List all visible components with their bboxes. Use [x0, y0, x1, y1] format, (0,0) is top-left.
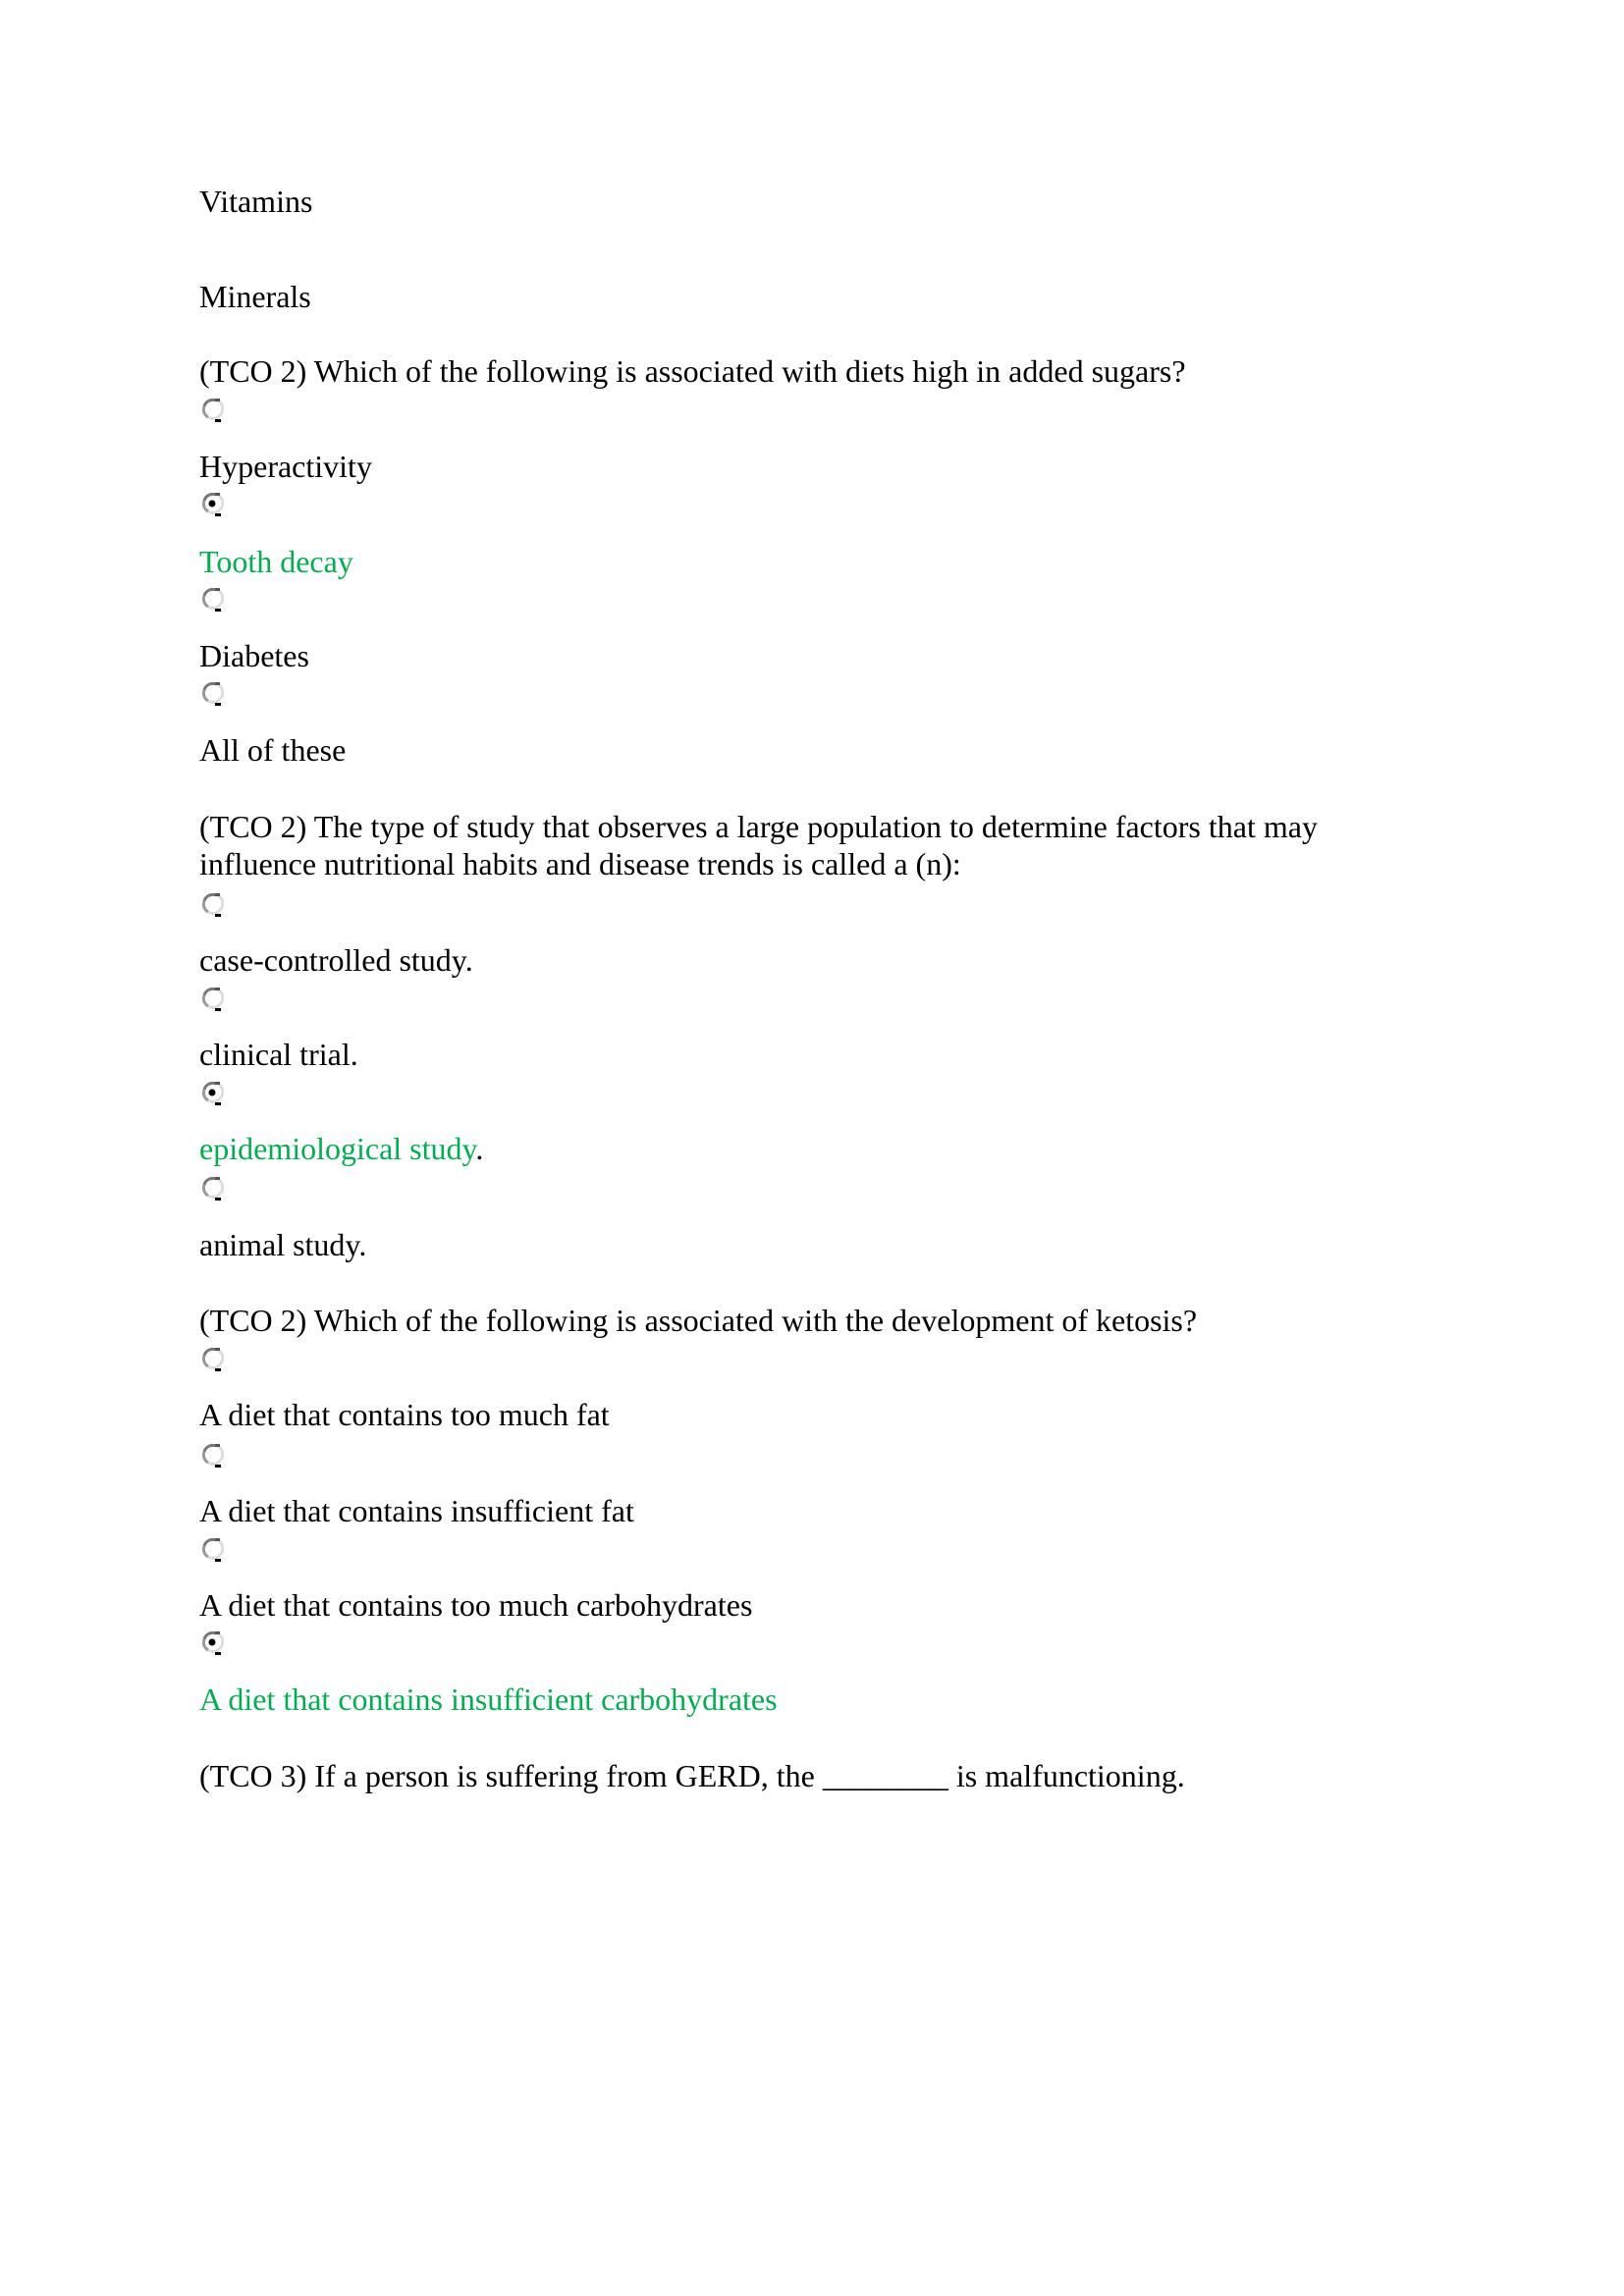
correct-answer-option: A diet that contains insufficient carbohydrates	[199, 1682, 778, 1717]
radio-unselected-icon[interactable]	[200, 987, 224, 1012]
answer-option: A diet that contains too much carbohydrates	[199, 1587, 753, 1623]
answer-option: case-controlled study.	[199, 942, 473, 978]
radio-unselected-icon[interactable]	[200, 892, 224, 918]
answer-suffix: .	[475, 1131, 484, 1166]
radio-unselected-icon[interactable]	[200, 1347, 224, 1372]
correct-answer-option: Tooth decay	[199, 544, 353, 579]
answer-option: Minerals	[199, 279, 311, 314]
answer-option: Diabetes	[199, 638, 309, 673]
question-prompt: (TCO 2) Which of the following is associated with the development of ketosis?	[199, 1303, 1198, 1338]
answer-option: All of these	[199, 732, 347, 768]
correct-answer-text: epidemiological study	[199, 1131, 476, 1166]
question-prompt: (TCO 2) Which of the following is associated with diets high in added sugars?	[199, 353, 1186, 389]
radio-unselected-icon[interactable]	[200, 587, 224, 613]
answer-option: A diet that contains too much fat	[199, 1397, 610, 1432]
correct-answer-option	[199, 1130, 483, 1167]
question-prompt-line: (TCO 2) The type of study that observes a large population to determine factors that may	[199, 809, 1318, 844]
radio-selected-icon[interactable]	[200, 1630, 224, 1656]
answer-option: clinical trial.	[199, 1037, 358, 1072]
answer-option: A diet that contains insufficient fat	[199, 1493, 634, 1528]
question-prompt: (TCO 3) If a person is suffering from GERD, the ________ is malfunctioning.	[199, 1758, 1185, 1793]
answer-option: Hyperactivity	[199, 449, 372, 484]
radio-unselected-icon[interactable]	[200, 681, 224, 707]
answer-option: Vitamins	[199, 184, 313, 219]
radio-selected-icon[interactable]	[200, 492, 224, 517]
radio-unselected-icon[interactable]	[200, 1443, 224, 1468]
radio-unselected-icon[interactable]	[200, 1537, 224, 1563]
radio-unselected-icon[interactable]	[200, 1176, 224, 1201]
question-prompt-line: influence nutritional habits and disease trends is called a (n):	[199, 846, 961, 881]
radio-selected-icon[interactable]	[200, 1081, 224, 1106]
radio-unselected-icon[interactable]	[200, 398, 224, 423]
answer-option: animal study.	[199, 1227, 367, 1262]
